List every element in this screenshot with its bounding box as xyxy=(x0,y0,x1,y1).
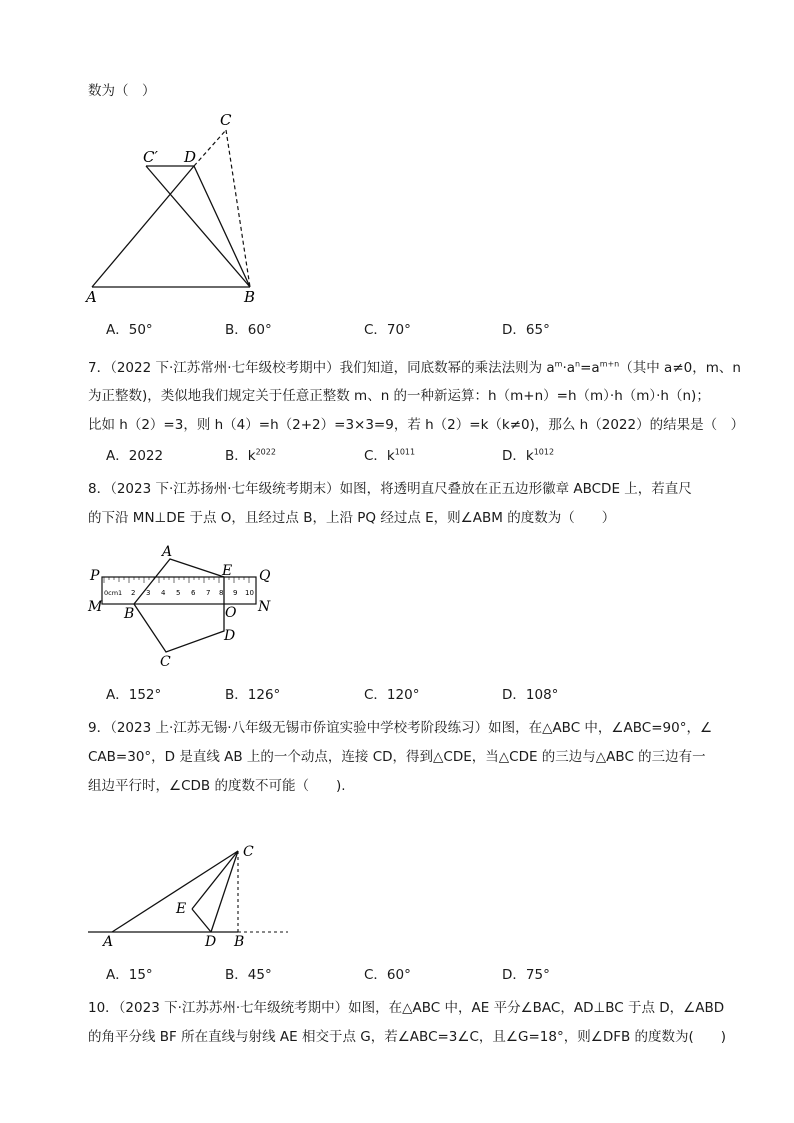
q6-label-a: A xyxy=(86,288,97,306)
q8-label-o: O xyxy=(225,605,237,621)
q8-ruler-label-2: 2 xyxy=(131,589,136,597)
q8-ruler-label-10: 10 xyxy=(245,589,254,597)
q7-option-c[interactable]: C．$k^{1011}$ xyxy=(364,447,416,464)
q9-option-d[interactable]: D．75° xyxy=(502,967,550,983)
q8-ruler-label-6: 6 xyxy=(191,589,196,597)
q9-option-c[interactable]: C．60° xyxy=(364,967,411,983)
q7-line1: 7．（2022 下·江苏常州·七年级校考期中）我们知道，同底数幂的乘法法则为 $a^m\cdot a^n=a^{m+n}$（其中 a≠0，m、n xyxy=(88,359,741,376)
q7-option-d[interactable]: D．$k^{1012}$ xyxy=(502,447,555,464)
q9-option-a[interactable]: A．15° xyxy=(106,967,153,983)
q9-label-a: A xyxy=(103,934,114,950)
q8-ruler-label-4: 4 xyxy=(161,589,166,597)
q8-ruler-label-9: 9 xyxy=(233,589,238,597)
q9-line3: 组边平行时，∠CDB 的度数不可能（ ). xyxy=(88,778,346,794)
q9-label-e: E xyxy=(176,901,187,917)
q7-option-b[interactable]: B．$k^{2022}$ xyxy=(225,447,276,464)
q9-option-b[interactable]: B．45° xyxy=(225,967,272,983)
q7-line2: 为正整数)，类似地我们规定关于任意正整数 m、n 的一种新运算：h（m+n）=h（m）·h（m）·h（n)； xyxy=(88,388,710,404)
q6-option-d[interactable]: D．65° xyxy=(502,322,550,338)
q8-option-b[interactable]: B．126° xyxy=(225,687,281,703)
q8-line2: 的下沿 MN⊥DE 于点 O，且经过点 B，上沿 PQ 经过点 E，则∠ABM 的度数为（ ） xyxy=(88,510,616,526)
q9-line2: CAB=30°，D 是直线 AB 上的一个动点，连接 CD，得到△CDE，当△CDE 的三边与△ABC 的三边有一 xyxy=(88,749,706,765)
q9-line-ac xyxy=(112,851,238,932)
q8-option-d[interactable]: D．108° xyxy=(502,687,559,703)
q8-label-b: B xyxy=(124,606,135,622)
q6-option-b[interactable]: B．60° xyxy=(225,322,272,338)
q10-line1: 10．（2023 下·江苏苏州·七年级统考期中）如图，在△ABC 中，AE 平分∠BAC，AD⊥BC 于点 D，∠ABD xyxy=(88,1000,725,1016)
q8-ruler-label-0: 0cm1 xyxy=(104,589,123,597)
q7-option-a[interactable]: A．2022 xyxy=(106,448,164,464)
q8-ruler-label-8: 8 xyxy=(219,589,224,597)
q6-label-d: D xyxy=(184,148,197,166)
q8-label-a: A xyxy=(162,544,173,560)
q8-option-c[interactable]: C．120° xyxy=(364,687,420,703)
q8-option-a[interactable]: A．152° xyxy=(106,687,162,703)
q6-stem-tail: 数为（ ） xyxy=(88,83,156,99)
q8-label-p: P xyxy=(90,568,100,584)
q9-line-ce xyxy=(192,851,238,909)
q6-label-cprime: C′ xyxy=(143,148,158,166)
q6-label-b: B xyxy=(244,288,256,306)
q8-label-d: D xyxy=(224,628,236,644)
q10-line2: 的角平分线 BF 所在直线与射线 AE 相交于点 G，若∠ABC=3∠C，且∠G=18°，则∠DFB 的度数为( ) xyxy=(88,1029,727,1045)
q7-line3: 比如 h（2）=3，则 h（4）=h（2+2）=3×3=9，若 h（2）=k（k≠0)，那么 h（2022）的结果是（ ） xyxy=(88,417,745,433)
q8-line1: 8．（2023 下·江苏扬州·七年级统考期末）如图，将透明直尺叠放在正五边形徽章 ABCDE 上，若直尺 xyxy=(88,481,692,497)
q6-option-c[interactable]: C．70° xyxy=(364,322,411,338)
q8-label-n: N xyxy=(258,599,271,615)
q9-label-d: D xyxy=(205,934,217,950)
q8-label-m: M xyxy=(88,599,103,615)
q9-label-c: C xyxy=(243,844,254,860)
q9-line-ed xyxy=(192,909,211,932)
q6-label-c: C xyxy=(220,111,232,129)
q8-label-e: E xyxy=(222,563,233,579)
q8-label-c: C xyxy=(160,654,171,670)
q8-ruler-label-3: 3 xyxy=(146,589,151,597)
q8-label-q: Q xyxy=(259,568,271,584)
q9-line1: 9．（2023 上·江苏无锡·八年级无锡市侨谊实验中学校考阶段练习）如图，在△ABC 中，∠ABC=90°，∠ xyxy=(88,720,713,736)
q8-ruler-label-5: 5 xyxy=(176,589,181,597)
q9-line-cd xyxy=(211,851,238,932)
q8-ruler-label-7: 7 xyxy=(206,589,211,597)
q6-option-a[interactable]: A．50° xyxy=(106,322,153,338)
q9-label-b: B xyxy=(234,934,245,950)
